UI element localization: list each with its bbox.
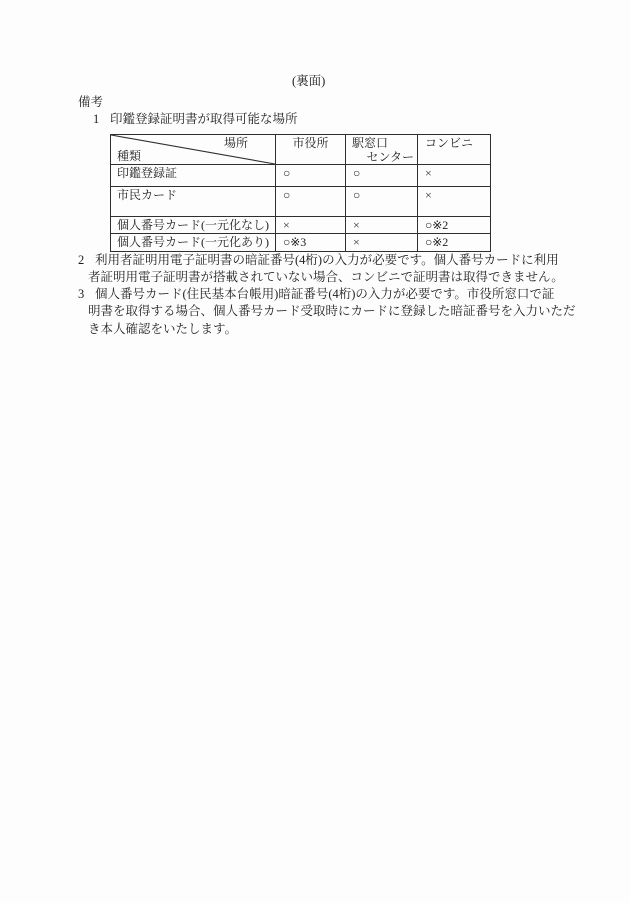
cell-value: ○: [346, 187, 418, 217]
station-counter-line1: 駅窓口: [352, 136, 389, 150]
row-label-mynumber-card-unified: 個人番号カード(一元化あり): [111, 234, 276, 252]
cell-value: ×: [346, 234, 418, 252]
note-1-text: 印鑑登録証明書が取得可能な場所: [110, 112, 298, 126]
cell-value: ×: [276, 217, 346, 234]
column-header-station-counter: [346, 135, 418, 165]
note-3-line-1: [78, 287, 554, 302]
note-1-number: 1: [93, 112, 100, 126]
cell-value: ○: [276, 165, 346, 187]
column-header-city-hall: 市役所: [276, 135, 346, 165]
note-2-line-1: [78, 253, 559, 268]
cell-value: ○※3: [276, 234, 346, 252]
station-counter-line2: センター: [366, 150, 414, 164]
cell-value: ○: [276, 187, 346, 217]
remarks-title: 備考: [78, 95, 104, 109]
cell-value: ×: [418, 165, 491, 187]
row-label-citizen-card: 市民カード: [111, 187, 276, 217]
note-1: [93, 112, 298, 127]
note-3-number: 3: [78, 287, 85, 301]
note-3-line-3: き本人確認をいたします。: [88, 322, 238, 336]
row-label-seal-registration-card: 印鑑登録証: [111, 165, 276, 187]
corner-label-place: 場所: [223, 136, 248, 150]
table-header-row: [111, 135, 491, 165]
note-2-text-line-1: 利用者証明用電子証明書の暗証番号(4桁)の入力が必要です。個人番号カードに利用: [95, 253, 559, 267]
side-label: (裏面): [292, 74, 326, 88]
column-header-convenience-store: コンビニ: [418, 135, 491, 165]
cell-value: ○※2: [418, 217, 491, 234]
table-corner-cell: [111, 135, 276, 165]
note-3-line-2: 明書を取得する場合、個人番号カード受取時にカードに登録した暗証番号を入力いただ: [88, 304, 576, 318]
cell-value: ×: [418, 187, 491, 217]
table-row: [111, 234, 491, 252]
corner-label-type: 種類: [117, 149, 142, 163]
note-3-text-line-1: 個人番号カード(住民基本台帳用)暗証番号(4桁)の入力が必要です。市役所窓口で証: [95, 287, 555, 301]
cell-value: ○: [346, 165, 418, 187]
cell-value: ○※2: [418, 234, 491, 252]
row-label-mynumber-card-not-unified: 個人番号カード(一元化なし): [111, 217, 276, 234]
availability-table: [110, 134, 491, 252]
note-2-number: 2: [78, 253, 85, 267]
note-2-line-2: 者証明用電子証明書が搭載されていない場合、コンビニで証明書は取得できません。: [88, 270, 564, 284]
table-row: [111, 187, 491, 217]
table-row: [111, 217, 491, 234]
table-row: [111, 165, 491, 187]
cell-value: ×: [346, 217, 418, 234]
